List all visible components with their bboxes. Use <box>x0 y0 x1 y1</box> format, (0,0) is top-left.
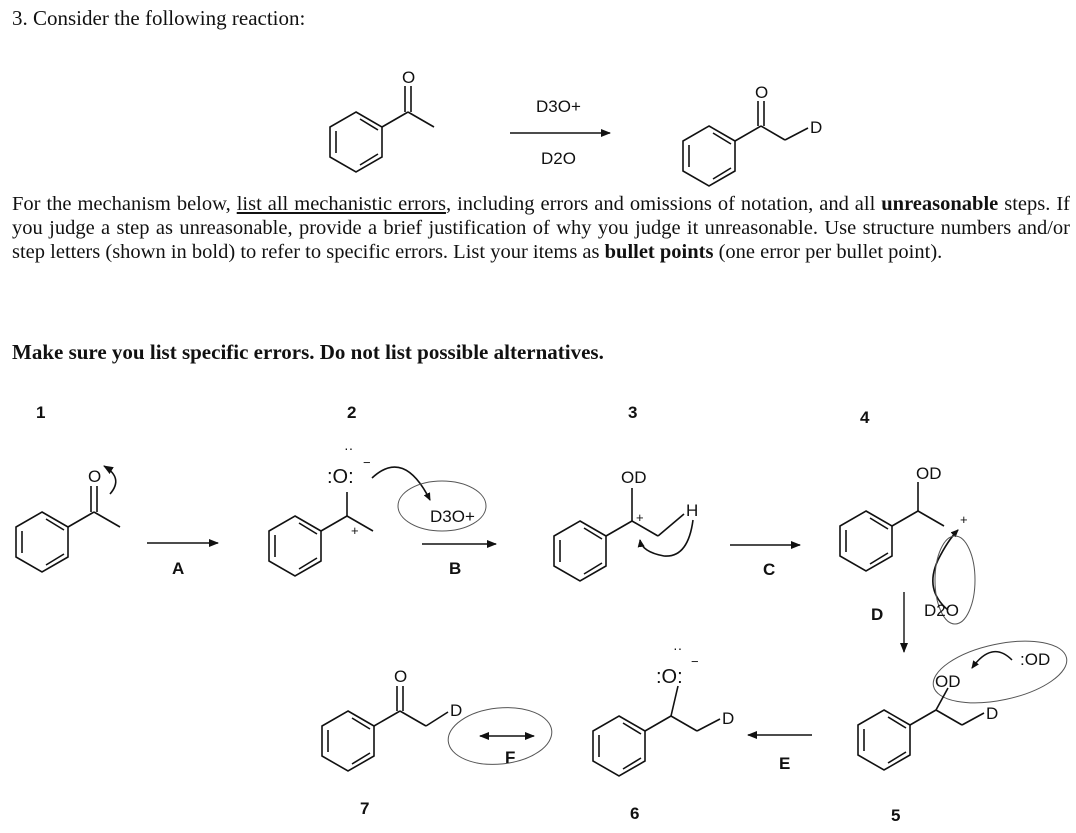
step-letter-f: F <box>505 748 516 767</box>
structure-7 <box>322 686 448 771</box>
arrow-od-attack <box>972 652 1012 668</box>
step-letter-a: A <box>172 559 185 578</box>
reactant-oxygen-label: O <box>402 68 416 87</box>
overall-reagent-top: D3O+ <box>536 97 581 116</box>
product-oxygen-label: O <box>755 83 769 102</box>
step-letter-c: C <box>763 560 776 579</box>
structure-number-2: 2 <box>347 403 357 422</box>
structure-5-od: OD <box>935 672 961 691</box>
structure-6 <box>593 686 720 776</box>
reactant-acetophenone <box>330 86 434 172</box>
structure-number-4: 4 <box>860 408 870 427</box>
structure-6-lone-pair: ·· <box>673 640 683 656</box>
structure-5-deuterium: D <box>986 704 999 723</box>
instructions-text-3: steps. If you judge a step as unreasonable, provide a brief justification of why you judge it unreasonable. Use structure numbers and/or step letters (shown in bold) to refer to specific errors. List your items as <box>12 193 1070 263</box>
structure-7-oxygen: O <box>394 667 408 686</box>
structure-2-lone-pair: ·· <box>344 440 354 456</box>
instructions-underlined: list all mechanistic errors <box>236 193 446 215</box>
structure-7-deuterium: D <box>450 701 463 720</box>
instructions-paragraph <box>12 192 1070 264</box>
structure-4-od: OD <box>916 464 942 483</box>
step-letter-d: D <box>871 605 884 624</box>
structure-4-positive-charge: + <box>960 512 968 527</box>
structure-3-hydrogen: H <box>686 501 699 520</box>
instructions-bold-unreasonable: unreasonable <box>881 193 999 215</box>
od-anion: :OD <box>1020 650 1051 669</box>
structure-4-reagent: D2O <box>924 601 959 620</box>
step-letter-e: E <box>779 754 791 773</box>
overall-reagent-bottom: D2O <box>541 149 576 168</box>
question-heading: 3. Consider the following reaction: <box>12 6 306 30</box>
structure-1-oxygen: O <box>88 467 102 486</box>
instructions-bold-bullet-points: bullet points <box>604 241 714 263</box>
structure-3-od: OD <box>621 468 647 487</box>
structure-5 <box>858 688 984 770</box>
instructions-text-2: , including errors and omissions of notation, and all <box>445 193 882 215</box>
structure-2-negative-charge: − <box>363 455 371 470</box>
product-deuterium-label: D <box>810 118 823 137</box>
structure-6-oxygen-anion: :O: <box>656 666 683 688</box>
structure-number-7: 7 <box>360 799 370 818</box>
structure-2-positive-charge: + <box>351 523 359 538</box>
structure-6-negative-charge: − <box>691 654 699 669</box>
structure-1 <box>16 466 120 572</box>
instructions-text-4: (one error per bullet point). <box>713 241 943 263</box>
instructions-text-1: For the mechanism below, <box>12 193 237 215</box>
step-letter-b: B <box>449 559 462 578</box>
structure-4 <box>840 482 958 610</box>
structure-2-oxygen-anion: :O: <box>327 466 354 488</box>
structure-2-reagent: D3O+ <box>430 507 475 526</box>
structure-6-deuterium: D <box>722 709 735 728</box>
product-deuterated-ketone <box>683 101 808 186</box>
structure-number-1: 1 <box>36 403 46 422</box>
structure-3-positive-charge: + <box>636 510 644 525</box>
structure-number-6: 6 <box>630 804 640 823</box>
structure-number-3: 3 <box>628 403 638 422</box>
structure-number-5: 5 <box>891 806 901 825</box>
emphasis-line: Make sure you list specific errors. Do not list possible alternatives. <box>12 340 604 364</box>
structure-3 <box>554 488 693 581</box>
